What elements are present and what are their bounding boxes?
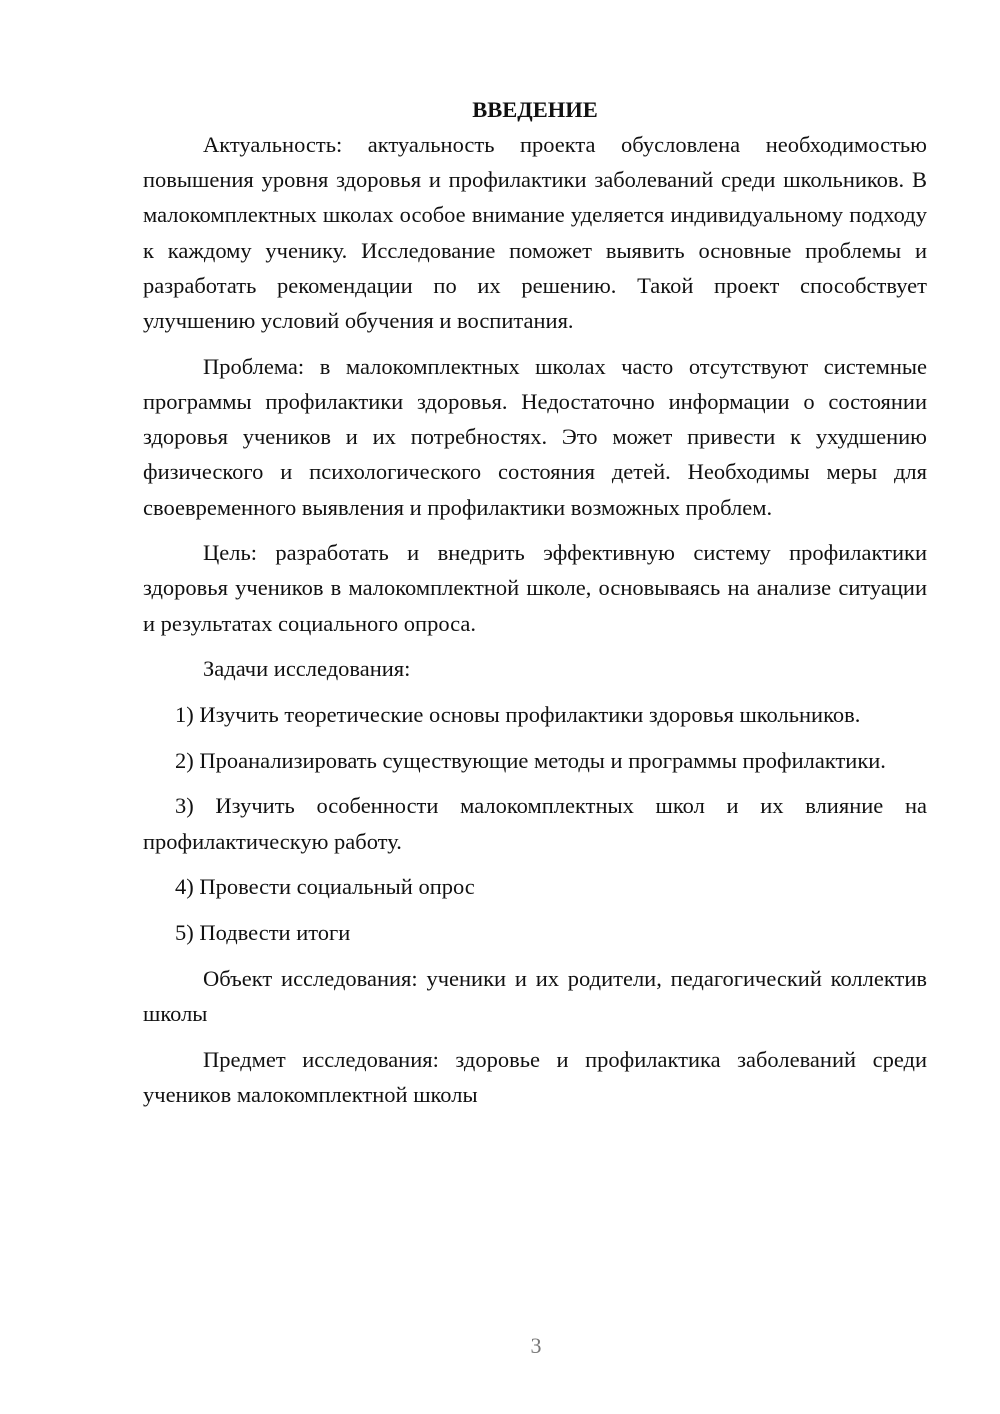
paragraph-goal: Цель: разработать и внедрить эффективную систему профилактики здоровья учеников в малокомплектной школе, основываясь на анализе ситуации и результатах социального опроса. xyxy=(143,540,927,636)
paragraph-relevance: Актуальность: актуальность проекта обусловлена необходимостью повышения уровня здоровья и профилактики заболеваний среди школьников. В малокомплектных школах особое внимание уделяется индивидуальному подходу к каждому ученику. Исследование поможет выявить основные проблемы и разработать рекомендации по их решению. Такой проект способствует улучшению условий обучения и воспитания. xyxy=(143,132,927,334)
section-title: ВВЕДЕНИЕ xyxy=(472,97,598,122)
paragraph-problem: Проблема: в малокомплектных школах часто отсутствуют системные программы профилактики здоровья. Недостаточно информации о состоянии здоровья учеников и их потребностях. Это может привести к ухудшению физического и психологического состояния детей. Необходимы меры для своевременного выявления и профилактики возможных проблем. xyxy=(143,353,927,520)
paragraph-subject: Предмет исследования: здоровье и профилактика заболеваний среди учеников малокомплектной школы xyxy=(143,1046,927,1107)
task-item-2: 2) Проанализировать существующие методы и программы профилактики. xyxy=(175,747,886,773)
page-content xyxy=(143,92,927,1112)
paragraph-object: Объект исследования: ученики и их родители, педагогический коллектив школы xyxy=(143,965,927,1026)
task-item-3: 3) Изучить особенности малокомплектных школ и их влияние на профилактическую работу. xyxy=(143,793,927,854)
task-item-1: 1) Изучить теоретические основы профилактики здоровья школьников. xyxy=(175,702,861,728)
task-item-4: 4) Провести социальный опрос xyxy=(175,874,475,900)
task-item-5: 5) Подвести итоги xyxy=(175,920,351,946)
paragraph-tasks-heading: Задачи исследования: xyxy=(203,656,411,682)
page-number: 3 xyxy=(530,1333,542,1358)
